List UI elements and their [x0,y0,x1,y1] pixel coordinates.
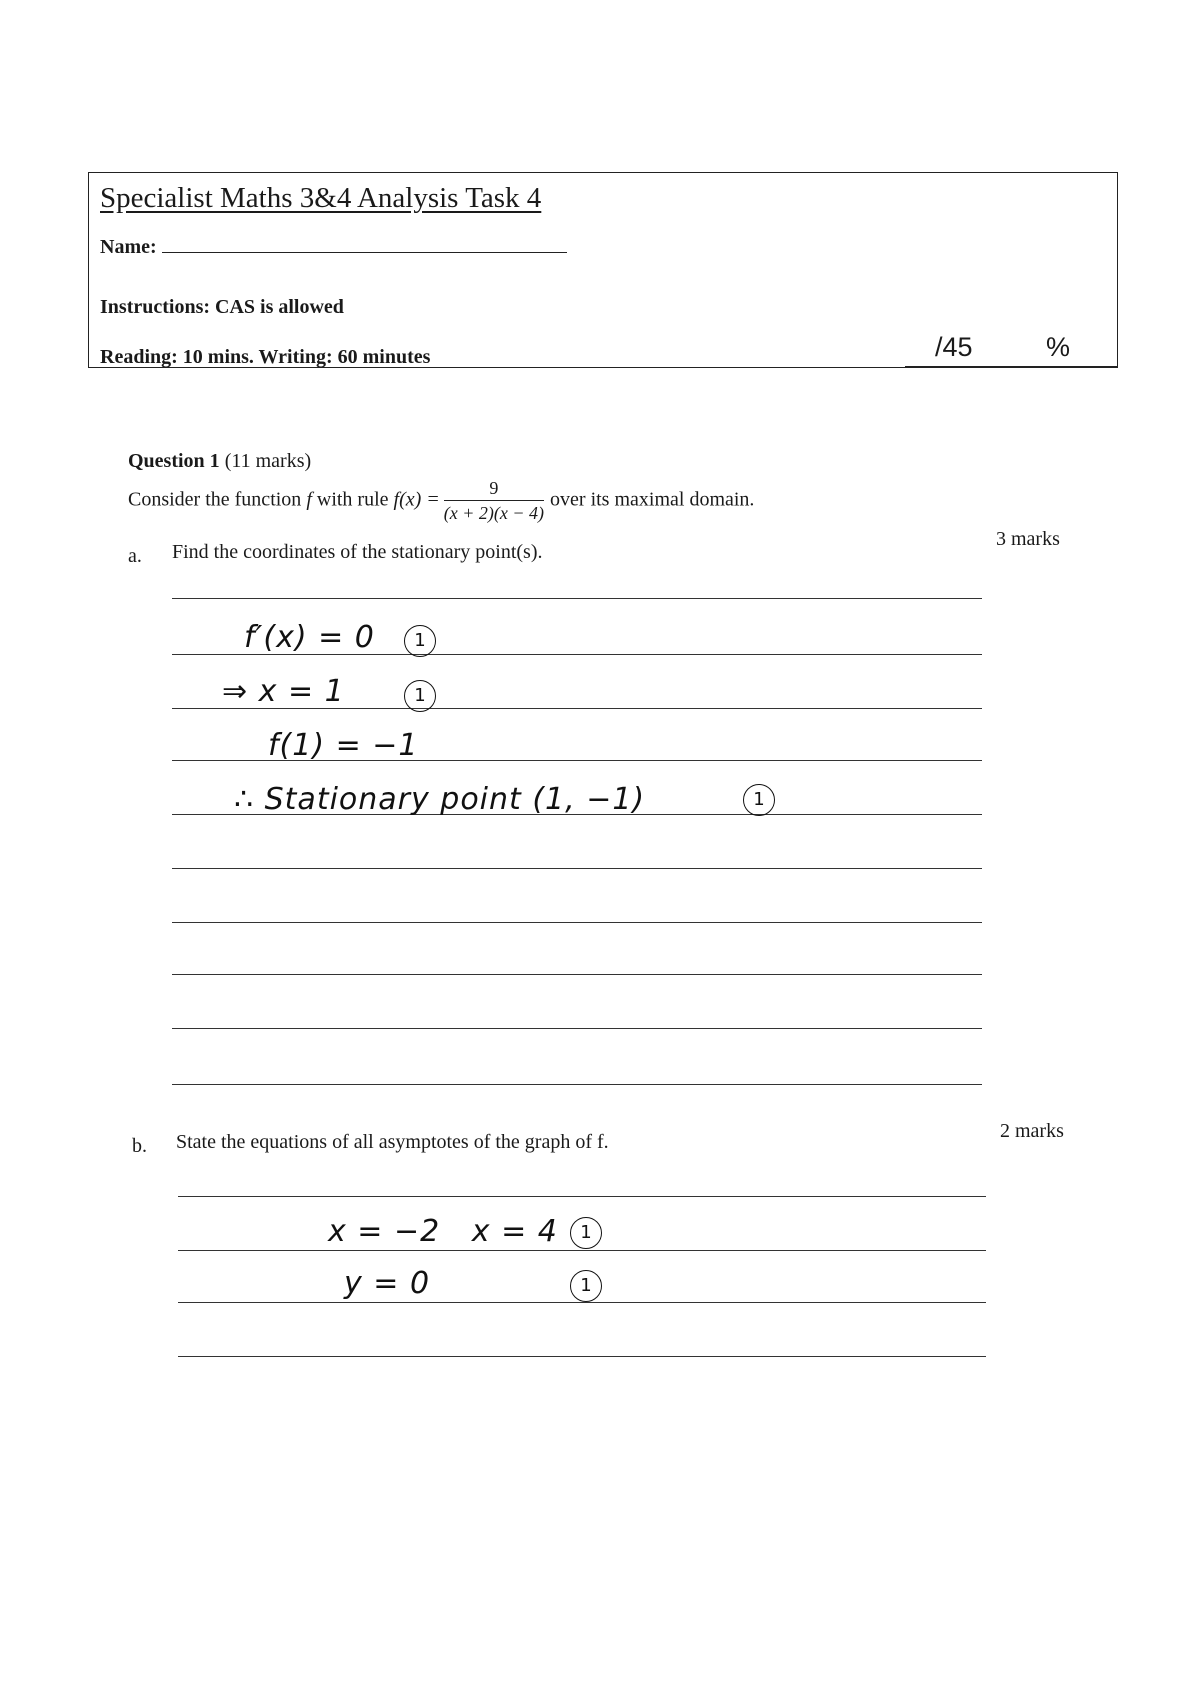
answer-line [172,1084,982,1085]
name-field-line [162,252,567,253]
answer-line [178,1302,986,1303]
with-rule: with rule [311,488,394,511]
mark-circle: 1 [570,1217,602,1249]
handwritten-answer: ⇒ x = 1 [222,674,345,709]
answer-line [172,1028,982,1029]
answer-line [172,598,982,599]
answer-line [178,1356,986,1357]
handwritten-answer: f(1) = −1 [268,728,419,763]
intro-after: over its maximal domain. [550,488,755,511]
function-lhs: f(x) = [393,488,440,511]
mark-circle: 1 [404,680,436,712]
document-title: Specialist Maths 3&4 Analysis Task 4 [100,182,542,214]
reading-writing-time: Reading: 10 mins. Writing: 60 minutes [100,346,431,368]
handwritten-answer: y = 0 [344,1266,431,1301]
handwritten-answer: x = −2 x = 4 [328,1214,558,1249]
part-a-letter: a. [128,545,142,567]
instructions-text: Instructions: CAS is allowed [100,296,344,318]
answer-line [178,1250,986,1251]
intro-before: Consider the function [128,488,307,511]
part-a-marks: 3 marks [996,528,1060,550]
question-1-marks: (11 marks) [219,450,312,472]
mark-circle: 1 [404,625,436,657]
score-percent: % [1046,332,1071,362]
function-name: f [306,488,312,511]
part-b-letter: b. [132,1135,147,1157]
name-label: Name: [100,236,157,258]
part-b-marks: 2 marks [1000,1120,1064,1142]
fraction-denominator: (x + 2)(x − 4) [443,503,545,523]
handwritten-answer: f′(x) = 0 [244,620,375,655]
mark-circle: 1 [743,784,775,816]
answer-line [178,1196,986,1197]
score-line [905,366,1118,367]
part-a-question: Find the coordinates of the stationary point(s). [172,541,543,563]
score-total: /45 [935,332,973,362]
handwritten-answer: ∴ Stationary point (1, −1) [234,782,646,817]
answer-line [172,868,982,869]
function-fraction [444,478,544,524]
answer-line [172,974,982,975]
answer-line [172,922,982,923]
mark-circle: 1 [570,1270,602,1302]
part-b-question: State the equations of all asymptotes of the graph of f. [176,1131,609,1153]
question-1-intro [128,478,754,524]
question-1-title: Question 1 [128,450,220,472]
question-1-heading [128,450,311,473]
fraction-numerator: 9 [444,478,544,501]
